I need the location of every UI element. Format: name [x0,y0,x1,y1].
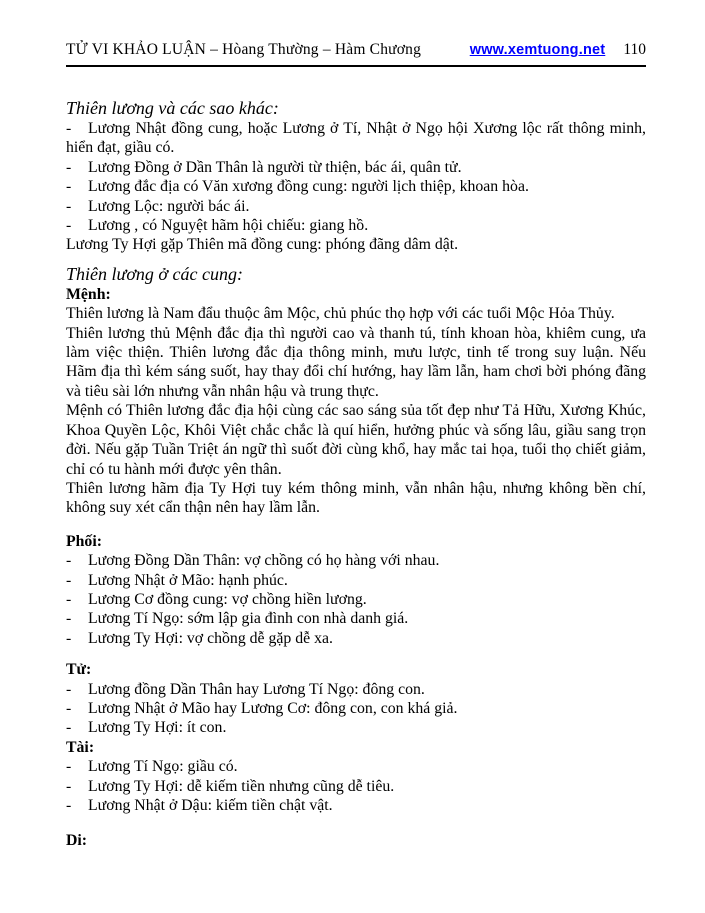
subsection-label-menh: Mệnh: [66,285,111,303]
list-item-text: Lương Đồng Dần Thân: vợ chồng có họ hàng với nhau. [88,552,440,570]
list-item-text: Lương Tí Ngọ: giầu có. [88,758,238,776]
subsection-label-tu: Tử: [66,661,92,679]
page-number: 110 [623,41,646,58]
list-item [66,216,646,235]
header-divider [66,65,646,67]
section-heading: Thiên lương và các sao khác: [66,98,279,118]
list-item [66,777,646,796]
subsection-label-tai: Tài: [66,738,95,756]
list-item-text: Lương đắc địa có Văn xương đồng cung: người lịch thiệp, khoan hòa. [88,178,529,196]
website-link[interactable]: www.xemtuong.net [469,42,606,58]
paragraph-menh: Thiên lương hãm địa Ty Hợi tuy kém thông minh, vẫn nhân hậu, nhưng không bền chí, không suy xét cẩn thận nên hay lầm lẫn. [66,479,646,517]
list-item [66,757,646,776]
list-item [66,177,646,196]
list-item-text: Lương Cơ đồng cung: vợ chồng hiền lương. [88,590,367,608]
list-item [66,796,646,815]
list-item-text: Lương Nhật đồng cung, hoặc Lương ở Tí, Nhật ở Ngọ hội Xương lộc rất thông minh, hiển đạt, giầu có. [66,120,646,157]
header-right-group [470,40,646,60]
list-item-text: Lương Ty Hợi: ít con. [88,719,227,737]
list-item-text: Lương Nhật ở Dậu: kiếm tiền chật vật. [88,797,333,814]
list-item-text: Lương đồng Dần Thân hay Lương Tí Ngọ: đông con. [88,680,425,698]
list-item [66,629,646,648]
section-thien-luong-o-cac-cung [66,263,646,851]
list-item-text: Lương Đồng ở Dần Thân là người từ thiện, bác ái, quân tử. [88,158,462,176]
list-item-text: Lương Tí Ngọ: sớm lập gia đình con nhà danh giá. [88,610,409,628]
list-item-text: Lương , có Nguyệt hãm hội chiếu: giang hồ. [88,217,369,235]
page-header [66,40,646,60]
paragraph-menh: Mệnh có Thiên lương đắc địa hội cùng các sao sáng sủa tốt đẹp như Tả Hữu, Xương Khúc, Khoa Quyền Lộc, Khôi Việt chắc chắc là quí hiển, hưởng phúc và sống lâu, giầu sang trọn đời. Nếu gặp Tuần Triệt án ngữ thì suốt đời cùng khổ, hay mắc tai họa, tuổi thọ chiết giảm, chỉ có tu hành mới được yên thân. [66,402,646,478]
header-title: TỬ VI KHẢO LUẬN – Hòang Thường – Hàm Chương [66,41,422,58]
list-item [66,571,646,590]
subsection-label-di: Di: [66,832,88,850]
list-item [66,119,646,158]
subsection-label-phoi: Phối: [66,532,102,550]
list-item-text: Lương Nhật ở Mão: hạnh phúc. [88,571,288,589]
list-item [66,590,646,609]
list-item-text: Lương Ty Hợi: vợ chồng dễ gặp dễ xa. [88,629,333,647]
list-item [66,158,646,177]
list-item [66,551,646,570]
list-item [66,680,646,699]
paragraph-menh: Thiên lương thủ Mệnh đắc địa thì người cao và thanh tú, tính khoan hòa, khiêm cung, ưa làm việc thiện. Thiên lương đắc địa thông minh, mưu lược, tinh tế trong suy luận. Nếu Hãm địa thì kém sáng suốt, hay thay đổi chí hướng, hay lầm lẫn, ham chơi bời phóng đãng và tiêu sài lớn nhưng vẫn nhân hậu và trung thực. [66,324,646,400]
paragraph-menh: Thiên lương là Nam đẩu thuộc âm Mộc, chủ phúc thọ hợp với các tuổi Mộc Hỏa Thủy. [66,305,615,323]
list-item-text: Lương Ty Hợi: dễ kiếm tiền nhưng cũng dễ tiêu. [88,777,395,795]
list-item [66,197,646,216]
list-item [66,699,646,718]
section-heading: Thiên lương ở các cung: [66,263,243,284]
list-item-text: Lương Lộc: người bác ái. [88,197,250,215]
section-thien-luong-va-cac-sao-khac [66,97,646,255]
list-item [66,609,646,628]
section-note: Lương Ty Hợi gặp Thiên mã đồng cung: phóng đãng dâm dật. [66,236,459,254]
list-item-text: Lương Nhật ở Mão hay Lương Cơ: đông con, con khá giả. [88,699,458,717]
list-item [66,718,646,737]
